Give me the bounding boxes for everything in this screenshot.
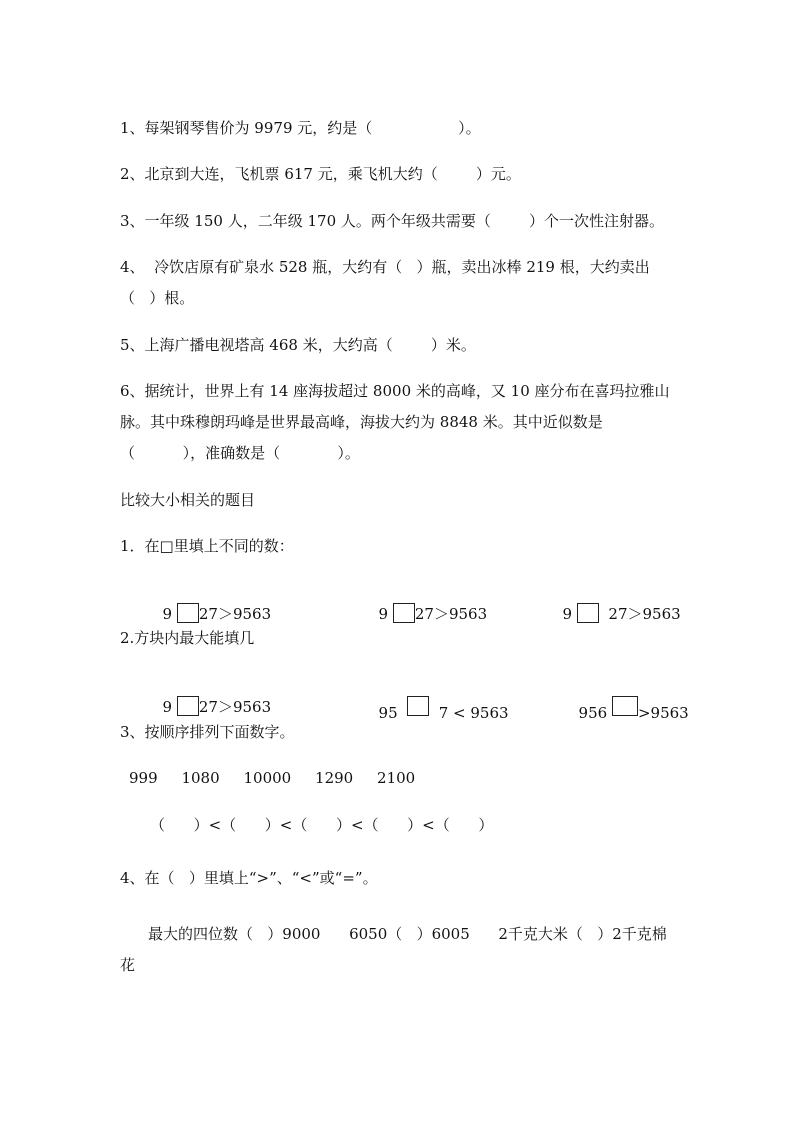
question-3: 3、一年级 150 人，二年级 170 人。两个年级共需要（ ）个一次性注射器。 (120, 212, 665, 230)
section-title: 比较大小相关的题目 (120, 491, 256, 509)
question-4-line-2: （ ）根。 (120, 289, 195, 307)
s4-line: 最大的四位数（ ）9000 6050（ ）6005 2千克大米（ ）2千克棉 (148, 925, 667, 943)
s2-item-2-post: 7 < 9563 (429, 704, 509, 722)
s2-item-1-post: 27＞9563 (198, 698, 272, 716)
answer-box[interactable] (577, 603, 599, 623)
answer-box[interactable] (612, 696, 638, 716)
s2-item-1-pre: 9 (162, 698, 177, 716)
answer-box[interactable] (177, 696, 199, 716)
s1-item-2 (369, 583, 487, 624)
section-1-title: 1．在□里填上不同的数： (120, 537, 294, 555)
s3-blanks: （ ）<（ ）<（ ）<（ ）<（ ） (150, 816, 494, 834)
s4-wrap: 花 (120, 956, 136, 974)
answer-box[interactable] (407, 696, 429, 716)
question-1: 1、每架钢琴售价为 9979 元，约是（ ）。 (120, 119, 481, 137)
question-5: 5、上海广播电视塔高 468 米，大约高（ ）米。 (120, 336, 476, 354)
s1-item-1-pre: 9 (162, 605, 177, 623)
s1-item-2-pre: 9 (378, 605, 393, 623)
s2-item-3 (569, 676, 689, 723)
s1-item-3-post: 27＞9563 (598, 605, 681, 623)
section-4-title: 4、在（ ）里填上“>”、“<”或“=”。 (120, 869, 378, 887)
s1-item-3 (553, 583, 681, 624)
question-2: 2、北京到大连，飞机票 617 元，乘飞机大约（ ）元。 (120, 165, 521, 183)
question-6-line-1: 6、据统计，世界上有 14 座海拔超过 8000 米的高峰，又 10 座分布在喜玛拉雅山 (120, 382, 670, 400)
answer-box[interactable] (393, 603, 415, 623)
answer-box[interactable] (177, 603, 199, 623)
s2-item-3-post: >9563 (637, 704, 689, 722)
section-3-title: 3、按顺序排列下面数字。 (120, 723, 295, 741)
s2-item-3-pre: 956 (578, 704, 612, 722)
s1-item-1 (153, 583, 271, 624)
s3-numbers: 999 1080 10000 1290 2100 (129, 769, 416, 787)
s2-item-2-pre: 95 (378, 704, 408, 722)
question-4-line-1: 4、 冷饮店原有矿泉水 528 瓶，大约有（ ）瓶，卖出冰棒 219 根，大约卖出 (120, 258, 650, 276)
s2-item-1 (153, 676, 271, 717)
s2-item-2 (369, 676, 509, 723)
s1-item-3-pre: 9 (562, 605, 577, 623)
s1-item-1-post: 27＞9563 (198, 605, 272, 623)
question-6-line-3: （ ），准确数是（ ）。 (120, 444, 360, 462)
question-6-line-2: 脉。其中珠穆朗玛峰是世界最高峰，海拔大约为 8848 米。其中近似数是 (120, 413, 603, 431)
s1-item-2-post: 27＞9563 (414, 605, 488, 623)
section-2-title: 2.方块内最大能填几 (120, 629, 255, 647)
